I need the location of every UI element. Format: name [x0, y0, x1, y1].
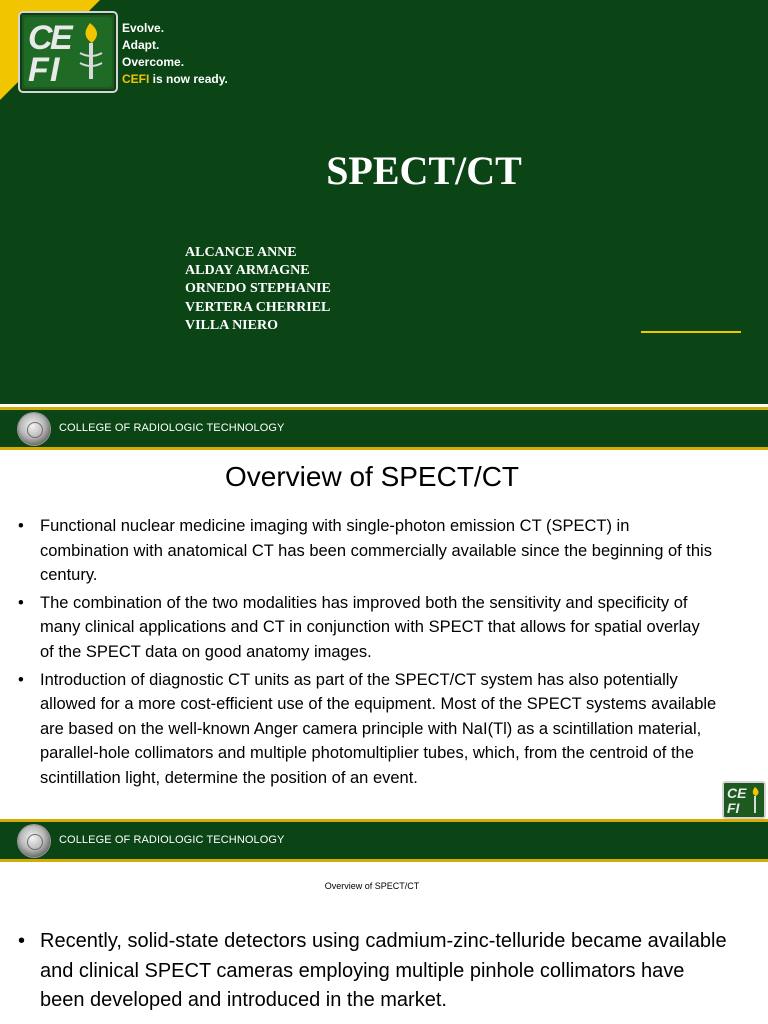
title-slide — [0, 0, 768, 404]
svg-text:E: E — [50, 19, 73, 57]
svg-text:F: F — [28, 51, 49, 89]
svg-text:FI: FI — [727, 800, 740, 816]
author-name: ALCANCE ANNE — [185, 245, 297, 260]
gold-stripe — [0, 407, 768, 410]
gold-stripe — [0, 447, 768, 450]
author-name: ORNEDO STEPHANIE — [185, 281, 331, 297]
author-list — [185, 244, 331, 335]
svg-text:CE: CE — [727, 785, 747, 801]
overview-title: Overview of SPECT/CT — [224, 461, 520, 492]
footer-bar — [0, 822, 768, 859]
cefi-logo-icon — [18, 11, 118, 93]
college-seal-icon — [18, 413, 50, 445]
college-name: COLLEGE OF RADIOLOGIC TECHNOLOGY — [59, 834, 285, 846]
slide-title: SPECT/CT — [326, 148, 522, 193]
tagline-line-1: Evolve. — [122, 21, 165, 35]
tagline-line-4 — [122, 71, 228, 88]
list-item: • The combination of the two modalities has improved both the sensitivity and specificity of many clinical applications and CT in conjunction with SPECT that allows for spatial overlay of the SPECT data on good anatomy images. — [18, 591, 718, 665]
author-name: VILLA NIERO — [185, 317, 278, 333]
slide-caption: Overview of SPECT/CT — [324, 881, 420, 891]
author-name: VERTERA CHERRIEL — [185, 299, 331, 315]
overview-bullets — [18, 514, 718, 794]
list-item: • Introduction of diagnostic CT units as part of the SPECT/CT system has also potentially allowed for a more cost-efficient use of the equipment. Most of the SPECT systems available are based on the well-known Anger camera principle with NaI(Tl) as a scintillation material, parallel-hole collimators and multiple photomultiplier tubes, which, from the centroid of the scintillation light, determine the position of an event. — [18, 668, 718, 791]
cefi-logo-icon — [722, 781, 766, 819]
tagline-rest: is now ready. — [149, 72, 228, 86]
list-item: • Functional nuclear medicine imaging with single-photon emission CT (SPECT) in combination with anatomical CT has been commercially available since the beginning of this century. — [18, 514, 718, 588]
college-seal-icon — [18, 825, 50, 857]
svg-text:I: I — [50, 51, 60, 89]
tagline-line-2: Adapt. — [122, 38, 160, 52]
tagline-line-3: Overcome. — [122, 55, 185, 69]
gold-divider — [641, 331, 741, 333]
gold-stripe — [0, 819, 768, 822]
svg-text:C: C — [28, 19, 53, 57]
tagline-brand: CEFI — [122, 72, 150, 86]
author-name: ALDAY ARMAGNE — [185, 263, 310, 279]
footer-bar — [0, 410, 768, 447]
list-item: • Recently, solid-state detectors using cadmium-zinc-telluride became available and clinical SPECT cameras employing multiple pinhole collimators have been developed and introduced in the market. — [18, 927, 728, 1016]
detector-bullets — [18, 927, 728, 1016]
tagline — [122, 20, 228, 88]
college-name: COLLEGE OF RADIOLOGIC TECHNOLOGY — [59, 422, 285, 434]
gold-stripe — [0, 859, 768, 862]
